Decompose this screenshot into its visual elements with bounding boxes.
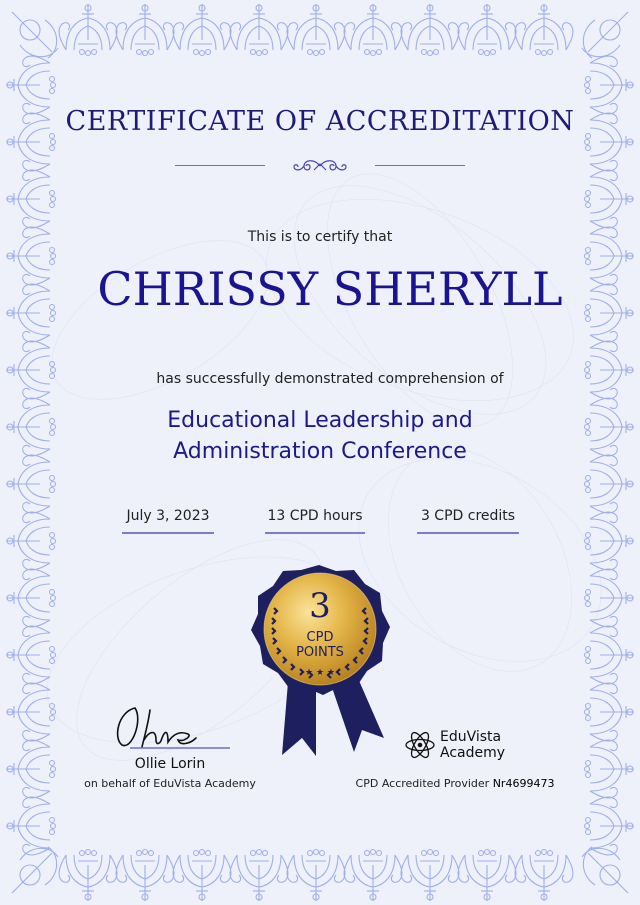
seal-label-points: POINTS xyxy=(296,645,344,660)
date-underline xyxy=(122,532,214,534)
logo-wordmark xyxy=(440,729,505,761)
signature-image xyxy=(80,700,270,760)
logo-name-line-1: EduVista xyxy=(440,729,502,745)
hours-field xyxy=(265,508,365,534)
course-title xyxy=(0,405,640,467)
divider-line-right xyxy=(375,165,465,166)
certify-intro: This is to certify that xyxy=(247,229,393,245)
certificate-title: CERTIFICATE OF ACCREDITATION xyxy=(65,106,575,137)
course-title-line-1: Educational Leadership and xyxy=(167,408,473,433)
recipient-name: CHRISSY SHERYLL xyxy=(97,262,563,316)
logo-name-line-2: Academy xyxy=(440,745,506,761)
date-field xyxy=(122,508,214,534)
provider-number: Nr4699473 xyxy=(492,777,555,790)
credits-underline xyxy=(417,532,519,534)
seal-stars: ★ ★ ★ xyxy=(305,668,335,678)
eduvista-logo xyxy=(404,728,524,764)
credits-value: 3 CPD credits xyxy=(420,508,516,524)
divider-line-left xyxy=(175,165,265,166)
date-value: July 3, 2023 xyxy=(126,508,210,524)
hours-value: 13 CPD hours xyxy=(267,508,363,524)
achievement-statement: has successfully demonstrated comprehension of xyxy=(156,371,504,387)
atom-icon xyxy=(404,728,436,762)
credits-field xyxy=(417,508,519,534)
signer-name: Ollie Lorin xyxy=(134,756,206,772)
title-divider xyxy=(0,156,640,176)
signer-role: on behalf of EduVista Academy xyxy=(84,777,256,790)
seal-number: 3 xyxy=(309,586,331,626)
flourish-icon xyxy=(292,158,348,174)
provider-info xyxy=(350,777,560,790)
hours-underline xyxy=(265,532,365,534)
provider-label: CPD Accredited Provider xyxy=(355,777,490,790)
course-title-line-2: Administration Conference xyxy=(173,439,467,464)
corner-ornament xyxy=(12,12,58,58)
seal-label-cpd: CPD xyxy=(306,630,334,645)
